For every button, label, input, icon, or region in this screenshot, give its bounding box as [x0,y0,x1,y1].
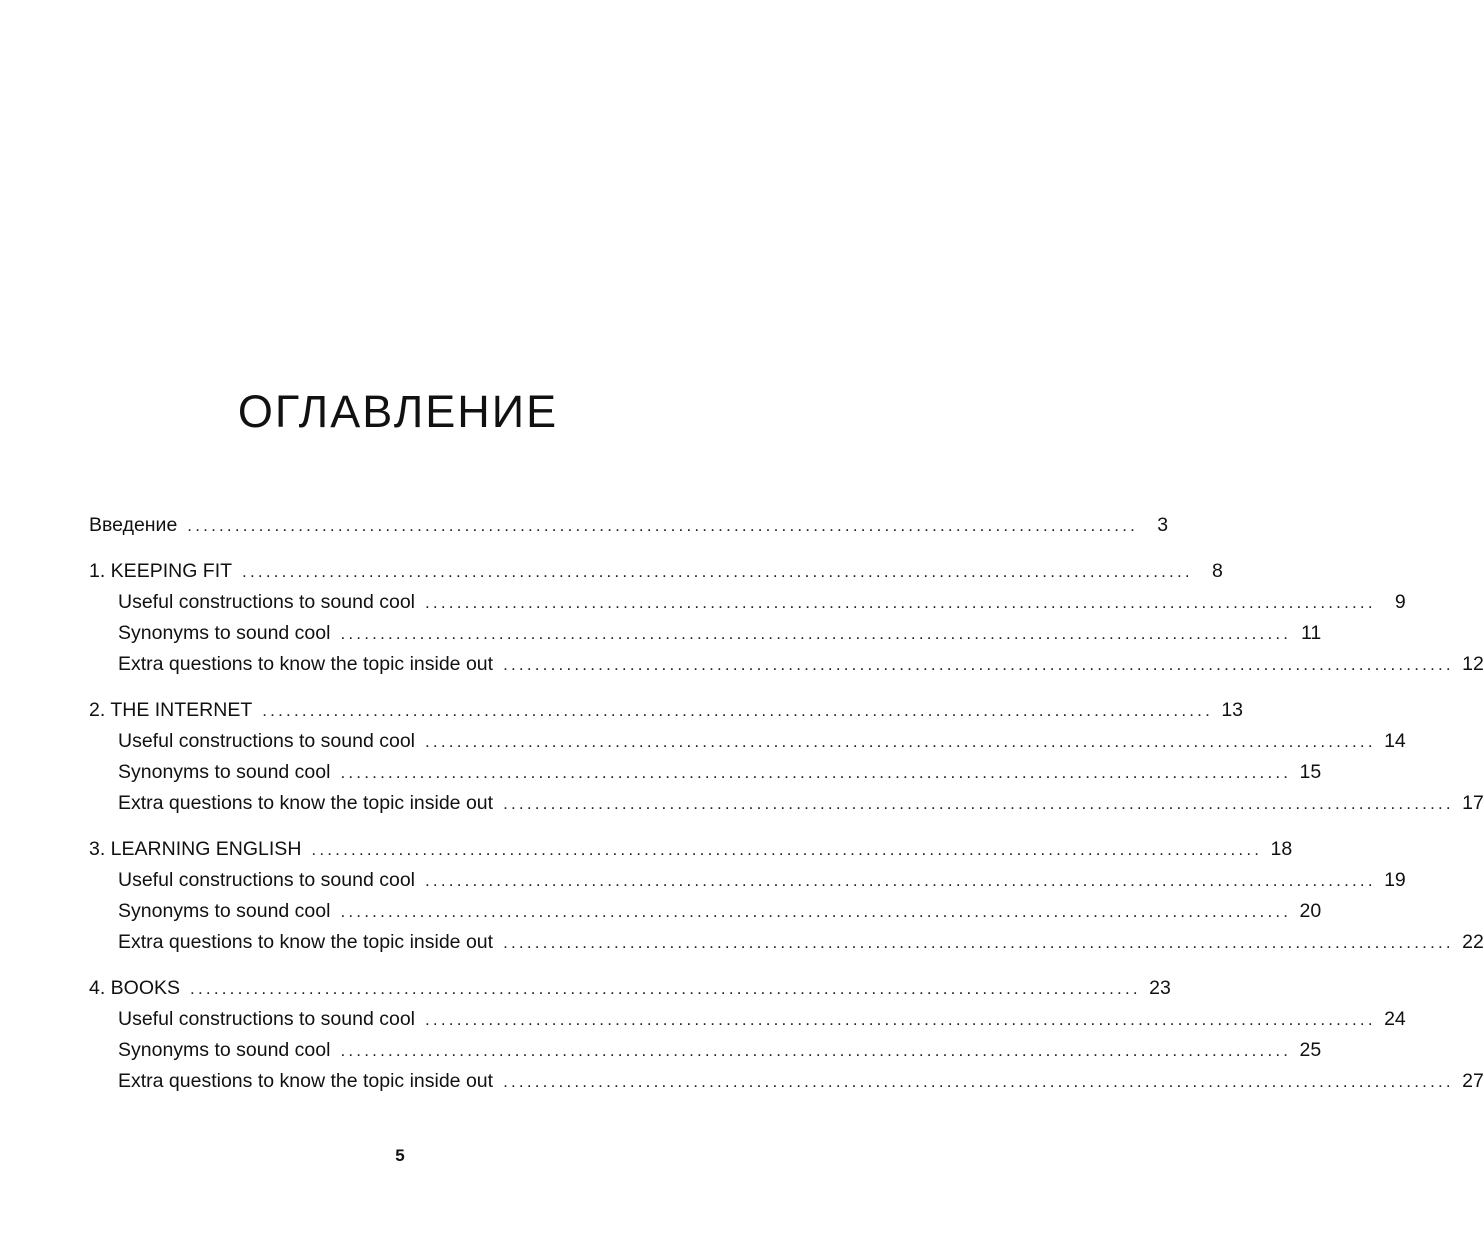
dot-leader: ........................................................................................................................ [503,794,1454,813]
toc-subentry[interactable] [89,1066,1484,1097]
toc-intro [89,510,1169,541]
toc-chapter-learning-english[interactable] [89,834,1293,865]
page-number: 5 [395,1146,405,1165]
page-title: ОГЛАВЛЕНИЕ [237,386,559,437]
toc-subentry-label: Useful constructions to sound cool [118,730,415,752]
toc-chapter-books[interactable] [89,973,1171,1004]
dot-leader: ........................................................................................................................ [503,655,1454,674]
toc-subentry-page: 20 [1299,900,1322,922]
dot-leader: ........................................................................................................................ [340,624,1292,643]
toc-entry-label: Введение [89,514,178,536]
toc-subentry-page: 17 [1462,792,1484,814]
toc-subentry-page: 11 [1300,622,1322,644]
toc-subentry-page: 19 [1384,869,1406,891]
toc-section-books [89,973,1484,1097]
table-of-contents [89,510,1484,1112]
toc-chapter-label: 2. THE INTERNET [89,699,253,721]
toc-section-keeping-fit [89,556,1484,680]
toc-chapter-page: 23 [1149,977,1171,999]
dot-leader: ........................................................................................................................ [503,933,1454,952]
toc-subentry[interactable] [89,788,1484,819]
toc-section-learning-english [89,834,1484,958]
toc-subentry-page: 25 [1299,1039,1322,1061]
toc-chapter-label: 1. KEEPING FIT [89,560,233,582]
toc-subentry[interactable] [89,865,1406,896]
toc-entry-intro[interactable] [89,510,1169,541]
toc-subentry-label: Extra questions to know the topic inside out [118,653,494,675]
dot-leader: ........................................................................................................................ [425,732,1376,751]
toc-subentry-page: 24 [1384,1008,1406,1030]
toc-chapter-page: 8 [1211,560,1223,582]
dot-leader: ........................................................................................................................ [262,701,1214,720]
toc-chapter-the-internet[interactable] [89,695,1244,726]
dot-leader: ........................................................................................................................ [340,1041,1292,1060]
toc-subentry-page: 27 [1462,1070,1484,1092]
toc-subentry-label: Useful constructions to sound cool [118,1008,415,1030]
toc-subentry-page: 12 [1462,653,1484,675]
dot-leader: ........................................................................................................................ [340,763,1292,782]
dot-leader: ........................................................................................................................ [425,871,1376,890]
toc-subentry-page: 15 [1299,761,1322,783]
toc-chapter-page: 13 [1221,699,1244,721]
toc-subentry[interactable] [89,726,1406,757]
toc-subentry-label: Useful constructions to sound cool [118,869,415,891]
dot-leader: ........................................................................................................................ [187,516,1139,535]
dot-leader: ........................................................................................................................ [340,902,1292,921]
dot-leader: ........................................................................................................................ [503,1072,1454,1091]
toc-chapter-label: 3. LEARNING ENGLISH [89,838,302,860]
toc-subentry[interactable] [89,587,1406,618]
toc-chapter-label: 4. BOOKS [89,977,181,999]
toc-chapter-keeping-fit[interactable] [89,556,1223,587]
dot-leader: ........................................................................................................................ [425,1010,1376,1029]
dot-leader: ........................................................................................................................ [425,593,1376,612]
toc-subentry[interactable] [89,757,1322,788]
toc-subentry[interactable] [89,927,1484,958]
toc-subentry-page: 14 [1384,730,1406,752]
toc-subentry-label: Extra questions to know the topic inside out [118,931,494,953]
toc-subentry-label: Extra questions to know the topic inside out [118,792,494,814]
dot-leader: ........................................................................................................................ [190,979,1141,998]
toc-subentry-page: 9 [1394,591,1406,613]
toc-chapter-page: 18 [1270,838,1293,860]
toc-entry-page: 3 [1157,514,1169,536]
toc-subentry-label: Synonyms to sound cool [118,761,331,783]
toc-subentry-page: 22 [1462,931,1484,953]
toc-subentry-label: Useful constructions to sound cool [118,591,415,613]
toc-subentry[interactable] [89,1004,1406,1035]
toc-subentry-label: Synonyms to sound cool [118,900,331,922]
toc-subentry[interactable] [89,1035,1322,1066]
toc-section-the-internet [89,695,1484,819]
toc-subentry-label: Synonyms to sound cool [118,1039,331,1061]
toc-subentry-label: Synonyms to sound cool [118,622,331,644]
dot-leader: ........................................................................................................................ [311,840,1263,859]
dot-leader: ........................................................................................................................ [242,562,1193,581]
toc-subentry-label: Extra questions to know the topic inside out [118,1070,494,1092]
toc-subentry[interactable] [89,618,1322,649]
toc-subentry[interactable] [89,649,1484,680]
toc-subentry[interactable] [89,896,1322,927]
